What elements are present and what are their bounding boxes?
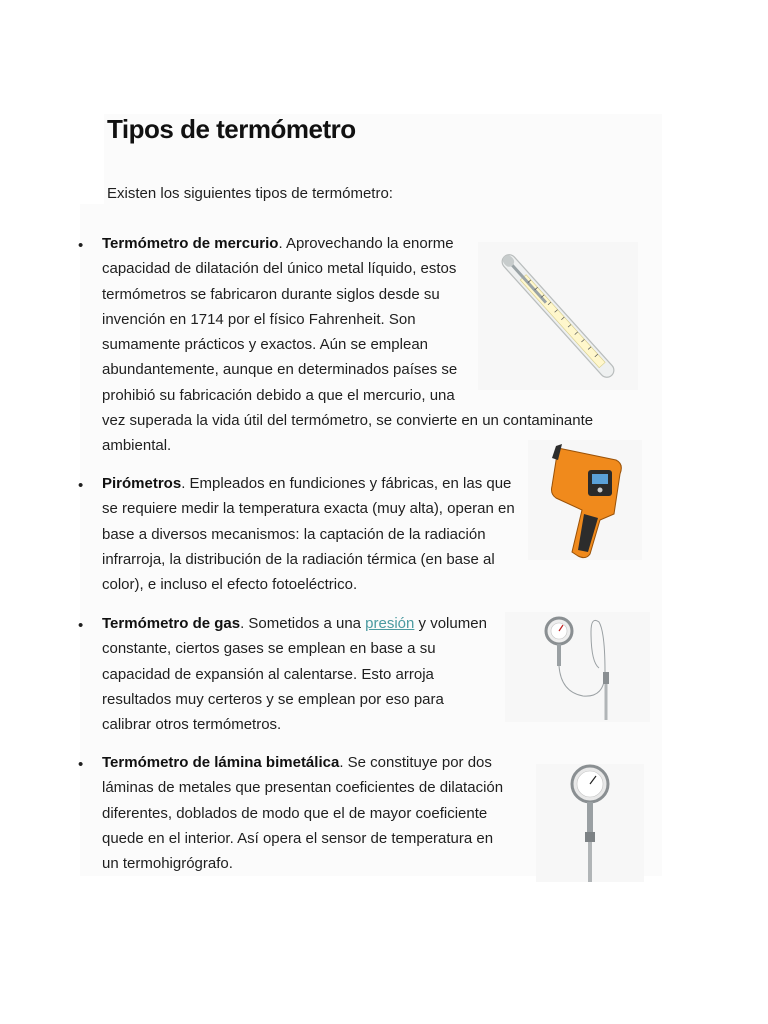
term-pirometros: Pirómetros [102, 475, 182, 492]
bullet-mercurio: • [78, 237, 84, 254]
item-pirometros: Pirómetros. Empleados en fundiciones y fábricas, en las que se requiere medir la temperatura exacta (muy alta), operan en base a diversos mecanismos: la captación de la radiación infrarroja, la distribución de la radiación térmica (en base al color), e incluso el efecto fotoeléctrico. [102, 475, 515, 594]
gas-thermometer-image [505, 612, 650, 722]
presion-link[interactable]: presión [365, 615, 415, 632]
item-bimetalica: Termómetro de lámina bimetálica. Se constituye por dos láminas de metales que presentan coeficientes de dilatación diferentes, doblados de modo que el de mayor coeficiente quede en el interior. Así opera el sensor de temperatura en un termohigrógrafo. [102, 754, 504, 873]
mercury-thermometer-image [478, 242, 638, 390]
term-bimetalica: Termómetro de lámina bimetálica [102, 754, 340, 771]
item-mercurio: Termómetro de mercurio. Aprovechando la enorme capacidad de dilatación del único metal líquido, estos termómetros se fabricaron durante siglos desde su invención en 1714 por el físico Fahrenheit. Son sumamente prácticos y exactos. Aún se emplean abundantemente, aunque en determinados países se prohibió su fabricación debido a que el mercurio, una vez superada la vida útil del termómetro, se convierte en un contaminante ambiental. [102, 235, 594, 455]
intro-text: Existen los siguientes tipos de termómetro: [107, 185, 393, 202]
page-title: Tipos de termómetro [107, 114, 356, 144]
bullet-gas: • [78, 617, 84, 634]
bimetallic-thermometer-image [536, 764, 644, 882]
pyrometer-image [528, 440, 642, 560]
bullet-bimetalica: • [78, 756, 84, 773]
term-gas: Termómetro de gas [102, 615, 241, 632]
item-gas: Termómetro de gas. Sometidos a una presión y volumen constante, ciertos gases se emplean en base a su capacidad de expansión al calentarse. Esto arroja resultados muy certeros y se emplean por eso para calibrar otros termómetros. [102, 615, 487, 734]
bullet-pirometros: • [78, 477, 84, 494]
term-mercurio: Termómetro de mercurio [102, 235, 279, 252]
